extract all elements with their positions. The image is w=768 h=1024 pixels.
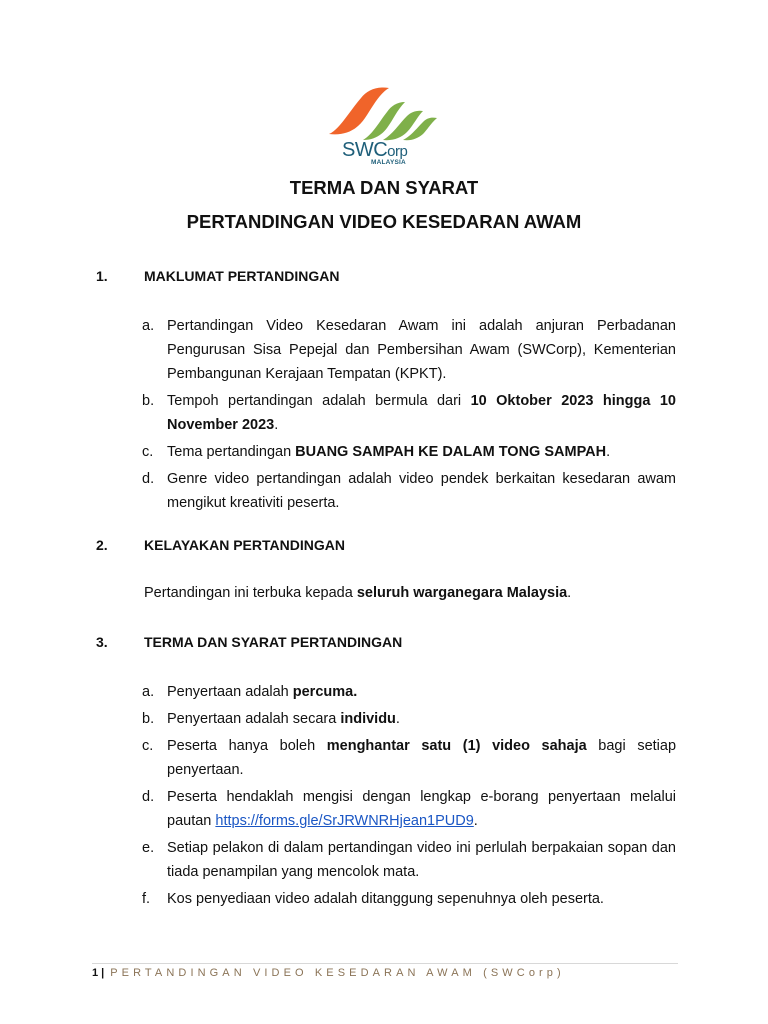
list-item (142, 467, 676, 515)
list-item-text: Tema pertandingan (167, 444, 296, 460)
list-item (142, 440, 676, 464)
page-footer (92, 967, 565, 979)
list-item-text: . (395, 711, 400, 727)
list-item-text: Tempoh pertandingan adalah bermula dari (167, 393, 471, 409)
list-item (142, 707, 676, 731)
list-item-text: Penyertaan adalah secara (167, 711, 341, 727)
paragraph-text: Pertandingan ini terbuka kepada (144, 585, 357, 601)
list-marker: a. (142, 684, 155, 700)
list-item-bold: BUANG SAMPAH KE DALAM TONG SAMPAH (295, 444, 607, 460)
list-marker: f. (142, 891, 151, 907)
list-item-bold: individu (340, 711, 396, 727)
list-item-text: Genre video pertandingan adalah video pendek berkaitan kesedaran awam mengikut kreativiti peserta. (167, 471, 676, 511)
section-3-list (142, 680, 676, 914)
list-item (142, 734, 676, 782)
swcorp-logo-swoosh-icon (327, 84, 439, 144)
list-marker: c. (142, 444, 154, 460)
list-item-bold: menghantar satu (1) video sahaja (326, 738, 587, 754)
list-item-text: Kos penyediaan video adalah ditanggung sepenuhnya oleh peserta. (167, 891, 604, 907)
list-item (142, 785, 676, 833)
list-item-text: bagi setiap penyertaan. (167, 738, 677, 778)
list-marker: a. (142, 318, 155, 334)
list-item (142, 836, 676, 884)
list-marker: d. (142, 471, 155, 487)
page-number: 1 (92, 967, 99, 979)
list-item (142, 389, 676, 437)
list-item-text: . (473, 813, 478, 829)
list-item-text: Setiap pelakon di dalam pertandingan video ini perlulah berpakaian sopan dan tiada penampilan yang mencolok mata. (167, 840, 676, 880)
section-number: 1. (96, 268, 108, 284)
section-number: 3. (96, 634, 108, 650)
list-item-bold: percuma. (292, 684, 358, 700)
list-item-bold: 10 Oktober 2023 hingga 10 November 2023 (167, 393, 676, 433)
list-marker: e. (142, 840, 155, 856)
list-item (142, 887, 676, 911)
footer-divider (92, 963, 678, 964)
list-item-text: Penyertaan adalah (167, 684, 293, 700)
footer-text: PERTANDINGAN VIDEO KESEDARAN AWAM (SWCorp) (110, 967, 565, 979)
section-1-list (142, 314, 676, 518)
list-item (142, 680, 676, 704)
paragraph-bold: seluruh warganegara Malaysia (356, 585, 568, 601)
list-marker: d. (142, 789, 155, 805)
section-heading: KELAYAKAN PERTANDINGAN (144, 537, 345, 553)
list-item-text: . (274, 417, 279, 433)
list-item-text: Peserta hanya boleh (167, 738, 327, 754)
paragraph-text: . (567, 585, 572, 601)
registration-form-link[interactable]: https://forms.gle/SrJRWNRHjean1PUD9 (215, 813, 474, 829)
section-heading: TERMA DAN SYARAT PERTANDINGAN (144, 634, 403, 650)
swcorp-logo (327, 84, 439, 170)
list-item-text: Peserta hendaklah mengisi dengan lengkap e-borang penyertaan melalui pautan (167, 789, 676, 829)
section-heading: MAKLUMAT PERTANDINGAN (144, 268, 340, 284)
document-subtitle: PERTANDINGAN VIDEO KESEDARAN AWAM (186, 211, 582, 232)
section-number: 2. (96, 537, 108, 553)
list-item-text: . (606, 444, 611, 460)
section-2-paragraph (144, 585, 571, 601)
list-item-text: Pertandingan Video Kesedaran Awam ini adalah anjuran Perbadanan Pengurusan Sisa Pepejal dan Pembersihan Awam (SWCorp), Kementerian Pembangunan Kerajaan Tempatan (KPKT). (167, 318, 676, 382)
logo-wordmark: SWCorp (342, 139, 408, 161)
logo-subtext: MALAYSIA (371, 159, 406, 166)
footer-separator: | (101, 967, 105, 979)
list-marker: c. (142, 738, 154, 754)
list-marker: b. (142, 711, 155, 727)
document-title: TERMA DAN SYARAT (289, 177, 479, 198)
list-marker: b. (142, 393, 155, 409)
list-item (142, 314, 676, 386)
